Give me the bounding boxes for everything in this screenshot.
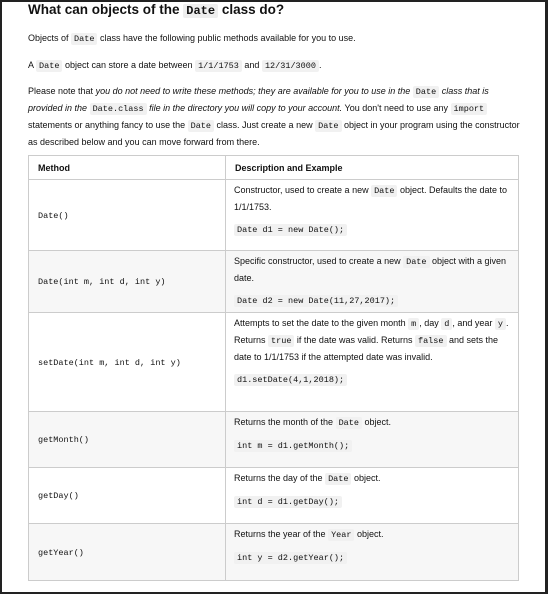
inline-code: 12/31/3000 bbox=[262, 60, 319, 72]
method-signature: getYear() bbox=[38, 547, 84, 558]
table-row bbox=[29, 251, 519, 313]
method-cell bbox=[29, 251, 226, 313]
inline-code: Date bbox=[413, 86, 439, 98]
inline-code: Date bbox=[403, 256, 429, 268]
method-cell bbox=[29, 468, 226, 524]
title-text-suffix: class do? bbox=[221, 2, 285, 17]
table-row bbox=[29, 412, 519, 468]
example-code: int y = d2.getYear(); bbox=[234, 552, 347, 564]
description-text: object. Defaults the date to 1/1/1753. bbox=[234, 185, 508, 212]
description-cell bbox=[226, 468, 519, 524]
method-signature: setDate(int m, int d, int y) bbox=[38, 357, 181, 368]
inline-code: Date bbox=[371, 185, 397, 197]
inline-code: d bbox=[441, 318, 452, 330]
frame-left-border bbox=[0, 0, 2, 594]
description-text: , day bbox=[419, 318, 442, 328]
method-signature: getDay() bbox=[38, 491, 79, 501]
method-description bbox=[234, 251, 510, 286]
table-header-row bbox=[29, 156, 519, 180]
code-example bbox=[234, 224, 510, 235]
inline-code: Date bbox=[36, 60, 62, 72]
example-code: Date d1 = new Date(); bbox=[234, 224, 347, 236]
table-row bbox=[29, 313, 519, 412]
table-row bbox=[29, 468, 519, 524]
inline-code: Date bbox=[188, 120, 214, 132]
example-code: Date d2 = new Date(11,27,2017); bbox=[234, 295, 398, 307]
inline-code: Date.class bbox=[90, 103, 147, 115]
description-cell bbox=[226, 313, 519, 412]
code-example bbox=[234, 295, 510, 306]
description-cell bbox=[226, 180, 519, 251]
description-text: Specific constructor, used to create a new bbox=[234, 256, 404, 266]
code-example bbox=[234, 552, 510, 563]
title-code: Date bbox=[183, 4, 218, 18]
table-row bbox=[29, 524, 519, 581]
description-cell bbox=[226, 524, 519, 581]
description-cell bbox=[226, 251, 519, 313]
methods-table-body bbox=[29, 180, 519, 581]
method-cell bbox=[29, 180, 226, 251]
inline-code: Year bbox=[328, 529, 354, 541]
description-text: Returns the month of the bbox=[234, 417, 336, 427]
document-content bbox=[28, 0, 524, 563]
inline-code: Date bbox=[315, 120, 341, 132]
code-example bbox=[234, 374, 510, 385]
method-description bbox=[234, 524, 510, 543]
description-text: object with a given date. bbox=[234, 256, 507, 283]
title-text: What can objects of the bbox=[28, 2, 180, 17]
inline-code: 1/1/1753 bbox=[195, 60, 242, 72]
description-text: and sets the date to 1/1/1753 if the attempted date was invalid. bbox=[234, 335, 499, 362]
description-text: if the date was valid. Returns bbox=[294, 335, 415, 345]
method-signature: Date() bbox=[38, 210, 69, 221]
method-description bbox=[234, 412, 510, 431]
inline-code: Date bbox=[71, 33, 97, 45]
inline-code: y bbox=[495, 318, 506, 330]
method-description bbox=[234, 313, 510, 365]
inline-code: Date bbox=[325, 473, 351, 485]
inline-code: false bbox=[415, 335, 447, 347]
method-signature: getMonth() bbox=[38, 435, 90, 445]
description-text: object. bbox=[361, 417, 391, 427]
description-text: , and year bbox=[452, 318, 495, 328]
inline-code: import bbox=[451, 103, 488, 115]
description-text: object. bbox=[351, 473, 381, 483]
description-text: . Returns bbox=[234, 318, 509, 345]
method-description bbox=[234, 180, 510, 215]
range-paragraph: A Date object can store a date between 1/1/1753 and 12/31/3000 . bbox=[28, 60, 322, 71]
inline-code: true bbox=[268, 335, 294, 347]
method-cell bbox=[29, 313, 226, 412]
page-title bbox=[28, 0, 524, 20]
description-text: Constructor, used to create a new bbox=[234, 185, 372, 195]
method-signature: Date(int m, int d, int y) bbox=[38, 277, 166, 287]
header-description: Description and Example bbox=[226, 156, 519, 180]
code-example bbox=[234, 440, 510, 451]
code-example bbox=[234, 496, 510, 507]
method-cell bbox=[29, 412, 226, 468]
description-text: Returns the day of the bbox=[234, 473, 326, 483]
intro-paragraph: Objects of Date class have the following public methods available for you to use. bbox=[28, 33, 356, 44]
note-paragraph: Please note that you do not need to write these methods; they are available for you to use in the Date class that is provided in the Date.class file in the directory you will copy to your account. You don't need to use any import statements or anything fancy to use the Date class. Just create a new Date object in your program using the constructor as described below and you can move forward from there. bbox=[28, 86, 520, 147]
method-cell bbox=[29, 524, 226, 581]
table-row bbox=[29, 180, 519, 251]
example-code: int d = d1.getDay(); bbox=[234, 496, 342, 508]
description-cell bbox=[226, 412, 519, 468]
example-code: int m = d1.getMonth(); bbox=[234, 440, 352, 452]
description-text: object. bbox=[354, 529, 384, 539]
inline-code: m bbox=[408, 318, 419, 330]
description-text: Returns the year of the bbox=[234, 529, 329, 539]
inline-code: Date bbox=[336, 417, 362, 429]
description-text: Attempts to set the date to the given month bbox=[234, 318, 409, 328]
method-description bbox=[234, 468, 510, 487]
example-code: d1.setDate(4,1,2018); bbox=[234, 374, 347, 386]
header-method: Method bbox=[29, 156, 226, 180]
methods-table bbox=[28, 155, 519, 581]
